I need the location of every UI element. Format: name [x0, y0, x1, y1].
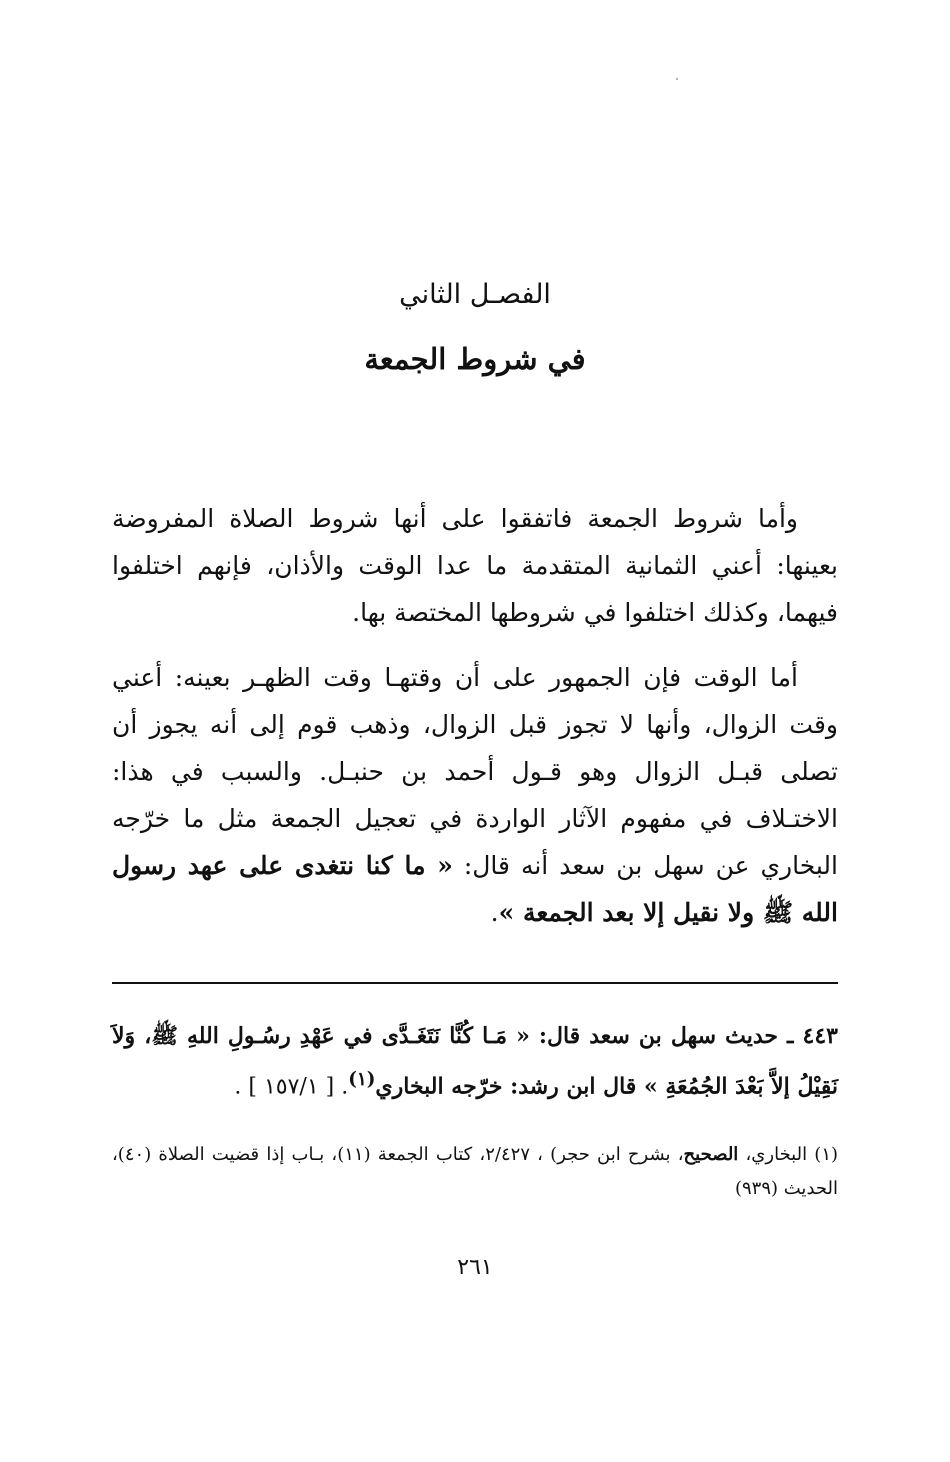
chapter-heading: الفصـل الثاني: [399, 279, 551, 310]
footnote-marker: (١): [348, 1069, 376, 1090]
stray-ink-mark: [676, 78, 678, 80]
paragraph-time-end: .: [490, 898, 499, 927]
paragraph-time: [112, 654, 838, 936]
page-number: ٢٦١: [457, 1255, 493, 1280]
chapter-title: في شروط الجمعة: [364, 342, 586, 376]
footnote: [112, 1138, 838, 1206]
hadith-note: [112, 1014, 838, 1109]
paragraph-conditions: وأما شروط الجمعة فاتفقوا على أنها شروط الصلاة المفروضة بعينها: أعني الثمانية المتقدمة ما عدا الوقت والأذان، فإنهم اختلفوا فيهما، وكذلك اختلفوا في شروطها المختصة بها.: [112, 504, 838, 627]
hadith-note-text: ٤٤٣ ـ حديث سهل بن سعد قال: « مَـا كُنَّا نَتَغَـدَّى في عَهْدِ رسُـولِ اللهِ ﷺ، وَلاَ نَقِيْلُ إلاَّ بَعْدَ الجُمُعَةِ » قال ابن رشد: خرّجه البخاري: [112, 1023, 838, 1100]
footnote-book: الصحيح: [683, 1144, 739, 1165]
footnote-divider: [112, 982, 838, 984]
footnote-prefix: (١) البخاري،: [738, 1144, 839, 1165]
paragraph-time-intro: أما الوقت فإن الجمهور على أن وقتهـا وقت الظهـر بعينه: أعني وقت الزوال، وأنها لا تجوز قبل الزوال، وذهب قوم إلى أنه يجوز أن تصلى قبـل الزوال وهو قـول أحمد بن حنبـل. والسبب في هذا: الاختـلاف في مفهوم الآثار الواردة في تعجيل الجمعة مثل ما خرّجه البخاري عن سهل بن سعد أنه قال:: [112, 663, 838, 880]
main-text: [112, 495, 838, 936]
hadith-quote: « ما كنا نتغدى على عهد رسول الله ﷺ ولا نقيل إلا بعد الجمعة »: [112, 851, 838, 927]
hadith-reference: . [ ١٥٧/١ ] .: [234, 1074, 349, 1100]
footnote-rest: ، بشرح ابن حجر) ، ٢/٤٢٧، كتاب الجمعة (١١)، بـاب إذا قضيت الصلاة (٤٠)، الحديث (٩٣٩): [112, 1144, 838, 1199]
